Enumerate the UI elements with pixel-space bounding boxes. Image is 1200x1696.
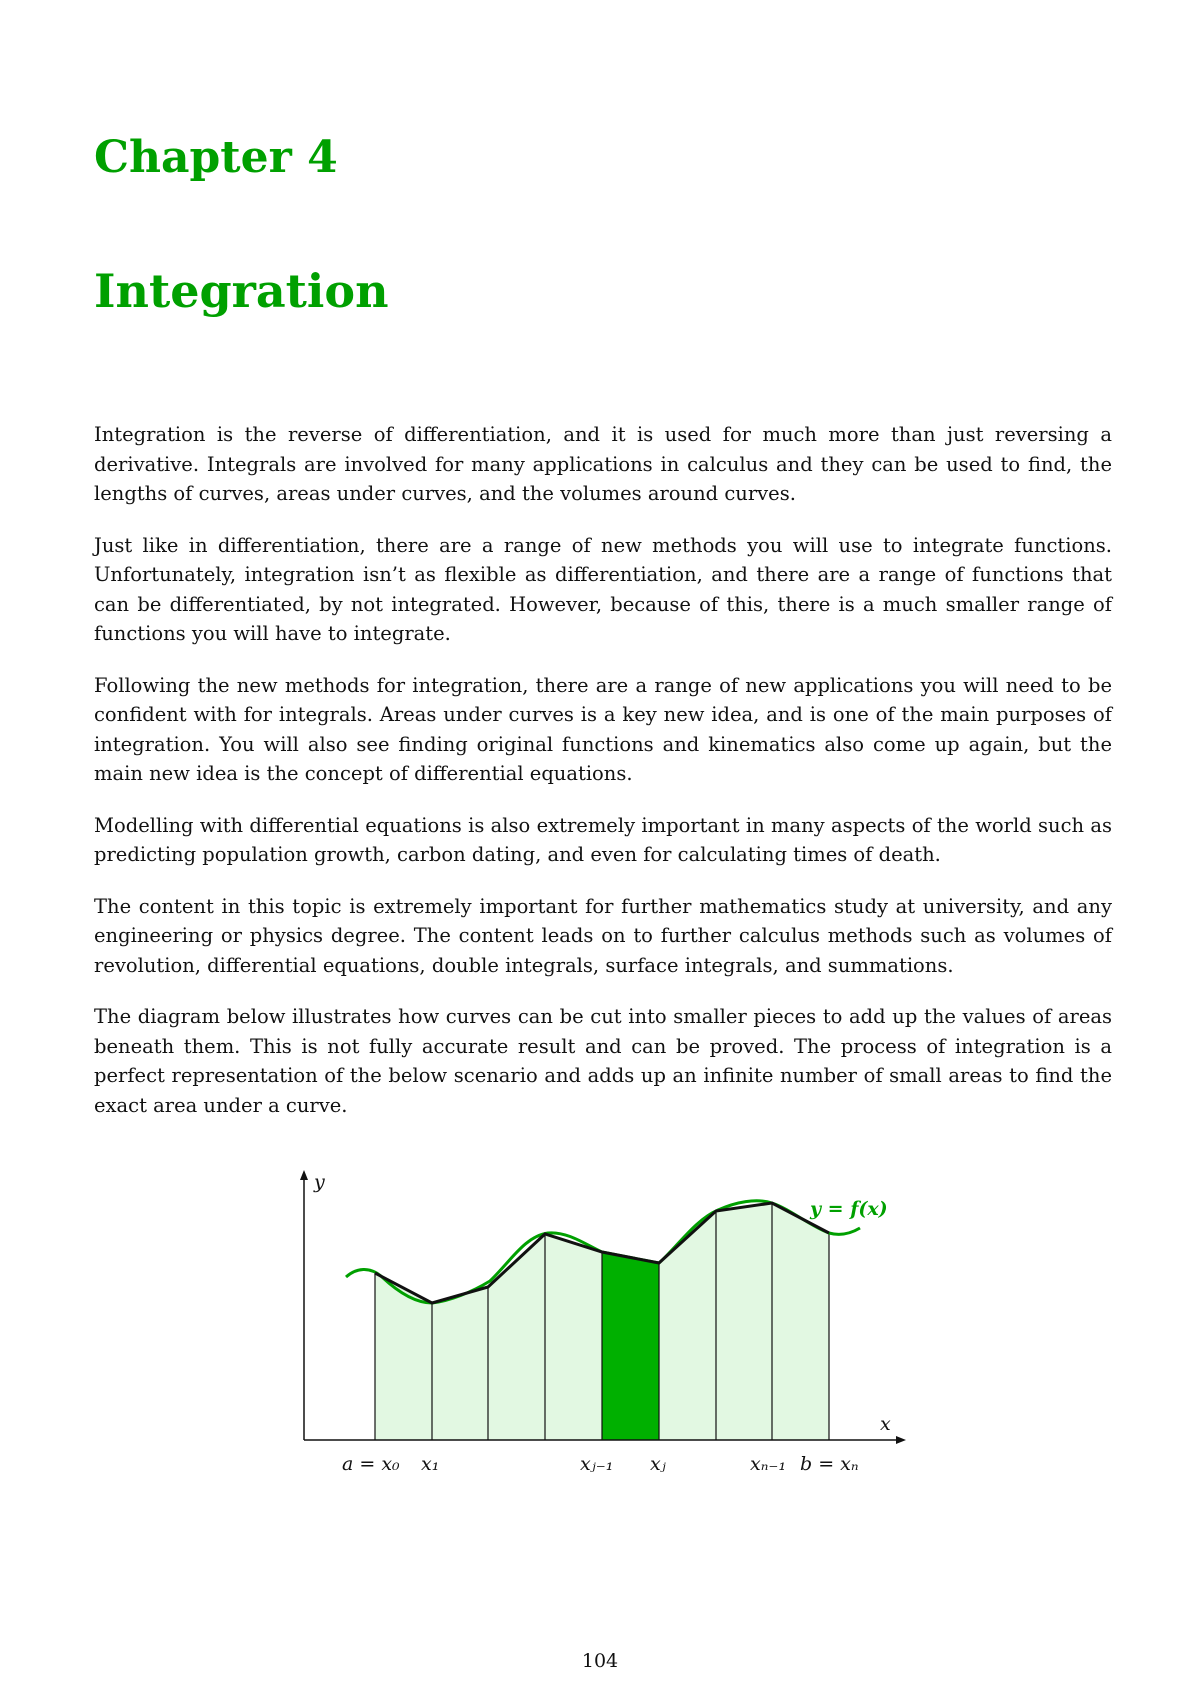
page-number: 104 — [581, 1650, 619, 1672]
trapezoid-strip — [545, 1234, 602, 1440]
paragraph: Following the new methods for integration, there are a range of new applications you will need to be confident with for integrals. Areas under curves is a key new idea, and is one of the main purposes of integration. You will also see finding original functions and kinematics also come up again, but the main new idea is the concept of differential equations. — [94, 673, 1112, 785]
x-axis-arrow — [896, 1436, 906, 1444]
tick-label: x₁ — [421, 1453, 440, 1475]
paragraph: Integration is the reverse of differentiation, and it is used for much more than just reversing a derivative. Integrals are involved for many applications in calculus and they can be used to find, the lengths of curves, areas under curves, and the volumes around curves. — [94, 423, 1112, 505]
trapezoid-strip — [772, 1203, 829, 1440]
trapezoid-strip — [659, 1211, 716, 1440]
paragraph: Modelling with differential equations is also extremely important in many aspects of the world such as predicting population growth, carbon dating, and even for calculating times of death. — [94, 813, 1112, 866]
tick-label: xⱼ — [650, 1453, 666, 1475]
curve-label: y = f(x) — [810, 1198, 888, 1220]
chapter-title: Integration — [94, 264, 389, 318]
x-axis-label: x — [880, 1413, 891, 1435]
y-axis-label: y — [314, 1171, 325, 1193]
riemann-sum-diagram — [290, 1160, 930, 1490]
diagram-svg — [290, 1160, 930, 1490]
trapezoid-strip — [488, 1234, 545, 1440]
tick-label: xⱼ₋₁ — [580, 1453, 614, 1475]
paragraph: The diagram below illustrates how curves can be cut into smaller pieces to add up the values of areas beneath them. This is not fully accurate result and can be proved. The process of integration is a perfect representation of the below scenario and adds up an infinite number of small areas to find the exact area under a curve. — [94, 1005, 1112, 1117]
trapezoid-strip — [432, 1287, 488, 1440]
tick-label: b = xₙ — [800, 1453, 859, 1475]
highlighted-strip — [602, 1252, 659, 1440]
paragraph: Just like in differentiation, there are a range of new methods you will use to integrate functions. Unfortunately, integration isn’t as flexible as differentiation, and there are a range of functions that can be differentiated, by not integrated. However, because of this, there is a much smaller range of functions you will have to integrate. — [94, 533, 1112, 645]
y-axis-arrow — [300, 1170, 308, 1180]
trapezoid-strip — [716, 1203, 772, 1440]
chapter-label: Chapter 4 — [94, 132, 338, 183]
body-text — [94, 420, 1112, 1142]
tick-label: a = x₀ — [342, 1453, 400, 1475]
paragraph: The content in this topic is extremely important for further mathematics study at university, and any engineering or physics degree. The content leads on to further calculus methods such as volumes of revolution, differential equations, double integrals, surface integrals, and summations. — [94, 894, 1112, 977]
tick-label: xₙ₋₁ — [750, 1453, 787, 1475]
